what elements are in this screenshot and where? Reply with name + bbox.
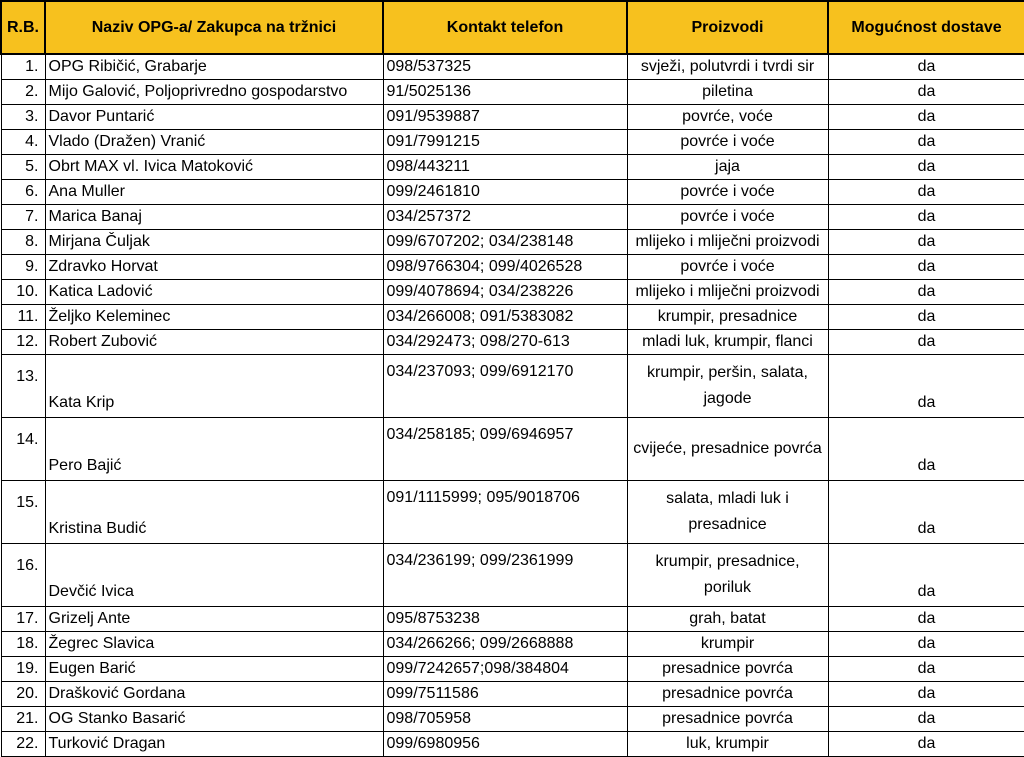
cell-phone: 099/4078694; 034/238226 xyxy=(383,280,627,305)
cell-name: OPG Ribičić, Grabarje xyxy=(45,54,383,80)
cell-name: Davor Puntarić xyxy=(45,105,383,130)
cell-phone: 091/1115999; 095/9018706 xyxy=(383,481,627,544)
table-row xyxy=(1,607,1024,632)
cell-delivery: da xyxy=(828,418,1024,481)
cell-products: svježi, polutvrdi i tvrdi sir xyxy=(627,54,828,80)
table-row xyxy=(1,54,1024,80)
cell-name: Mijo Galović, Poljoprivredno gospodarstvo xyxy=(45,80,383,105)
header-phone: Kontakt telefon xyxy=(383,1,627,54)
cell-name: Drašković Gordana xyxy=(45,682,383,707)
cell-phone: 034/236199; 099/2361999 xyxy=(383,544,627,607)
cell-delivery: da xyxy=(828,355,1024,418)
cell-delivery: da xyxy=(828,707,1024,732)
cell-rb: 7. xyxy=(1,205,45,230)
cell-rb: 10. xyxy=(1,280,45,305)
cell-delivery: da xyxy=(828,481,1024,544)
cell-products: grah, batat xyxy=(627,607,828,632)
table-row xyxy=(1,155,1024,180)
cell-rb: 14. xyxy=(1,418,45,481)
cell-name: Devčić Ivica xyxy=(45,544,383,607)
table-row xyxy=(1,657,1024,682)
table-row xyxy=(1,255,1024,280)
header-rb: R.B. xyxy=(1,1,45,54)
cell-products: krumpir xyxy=(627,632,828,657)
cell-phone: 098/705958 xyxy=(383,707,627,732)
cell-rb: 2. xyxy=(1,80,45,105)
cell-name: Kristina Budić xyxy=(45,481,383,544)
cell-phone: 095/8753238 xyxy=(383,607,627,632)
table-row xyxy=(1,130,1024,155)
table-row xyxy=(1,707,1024,732)
cell-phone: 034/266008; 091/5383082 xyxy=(383,305,627,330)
cell-products: piletina xyxy=(627,80,828,105)
cell-name: Turković Dragan xyxy=(45,732,383,757)
table-row xyxy=(1,180,1024,205)
cell-rb: 22. xyxy=(1,732,45,757)
cell-rb: 13. xyxy=(1,355,45,418)
cell-delivery: da xyxy=(828,657,1024,682)
cell-rb: 6. xyxy=(1,180,45,205)
cell-name: Ana Muller xyxy=(45,180,383,205)
table-row xyxy=(1,418,1024,481)
cell-products: povrće i voće xyxy=(627,205,828,230)
cell-phone: 099/7511586 xyxy=(383,682,627,707)
cell-phone: 91/5025136 xyxy=(383,80,627,105)
cell-products: povrće i voće xyxy=(627,130,828,155)
cell-name: OG Stanko Basarić xyxy=(45,707,383,732)
cell-products: presadnice povrća xyxy=(627,657,828,682)
cell-phone: 091/9539887 xyxy=(383,105,627,130)
cell-rb: 11. xyxy=(1,305,45,330)
cell-rb: 8. xyxy=(1,230,45,255)
cell-name: Eugen Barić xyxy=(45,657,383,682)
table-row xyxy=(1,230,1024,255)
cell-rb: 17. xyxy=(1,607,45,632)
cell-products: krumpir, peršin, salata, jagode xyxy=(627,355,828,418)
cell-rb: 16. xyxy=(1,544,45,607)
cell-phone: 099/6980956 xyxy=(383,732,627,757)
table-row xyxy=(1,305,1024,330)
cell-phone: 099/2461810 xyxy=(383,180,627,205)
table-row xyxy=(1,80,1024,105)
cell-delivery: da xyxy=(828,280,1024,305)
cell-products: krumpir, presadnice xyxy=(627,305,828,330)
header-products: Proizvodi xyxy=(627,1,828,54)
cell-phone: 098/443211 xyxy=(383,155,627,180)
cell-name: Pero Bajić xyxy=(45,418,383,481)
cell-rb: 20. xyxy=(1,682,45,707)
cell-products: luk, krumpir xyxy=(627,732,828,757)
cell-rb: 12. xyxy=(1,330,45,355)
cell-name: Obrt MAX vl. Ivica Matoković xyxy=(45,155,383,180)
cell-products: salata, mladi luk i presadnice xyxy=(627,481,828,544)
cell-rb: 5. xyxy=(1,155,45,180)
header-name: Naziv OPG-a/ Zakupca na tržnici xyxy=(45,1,383,54)
table-row xyxy=(1,205,1024,230)
cell-phone: 091/7991215 xyxy=(383,130,627,155)
cell-products: presadnice povrća xyxy=(627,682,828,707)
cell-delivery: da xyxy=(828,130,1024,155)
cell-phone: 098/537325 xyxy=(383,54,627,80)
cell-products: presadnice povrća xyxy=(627,707,828,732)
cell-products: povrće i voće xyxy=(627,255,828,280)
cell-products: mladi luk, krumpir, flanci xyxy=(627,330,828,355)
cell-delivery: da xyxy=(828,54,1024,80)
table-row xyxy=(1,280,1024,305)
cell-name: Žegrec Slavica xyxy=(45,632,383,657)
cell-phone: 099/7242657;098/384804 xyxy=(383,657,627,682)
header-row xyxy=(1,1,1024,54)
cell-name: Grizelj Ante xyxy=(45,607,383,632)
cell-products: cvijeće, presadnice povrća xyxy=(627,418,828,481)
cell-rb: 18. xyxy=(1,632,45,657)
cell-delivery: da xyxy=(828,155,1024,180)
cell-products: mlijeko i mliječni proizvodi xyxy=(627,280,828,305)
cell-phone: 098/9766304; 099/4026528 xyxy=(383,255,627,280)
cell-phone: 099/6707202; 034/238148 xyxy=(383,230,627,255)
cell-rb: 1. xyxy=(1,54,45,80)
cell-delivery: da xyxy=(828,105,1024,130)
table-row xyxy=(1,330,1024,355)
cell-phone: 034/266266; 099/2668888 xyxy=(383,632,627,657)
cell-products: krumpir, presadnice, poriluk xyxy=(627,544,828,607)
cell-delivery: da xyxy=(828,205,1024,230)
cell-delivery: da xyxy=(828,732,1024,757)
table-row xyxy=(1,355,1024,418)
cell-rb: 9. xyxy=(1,255,45,280)
cell-products: mlijeko i mliječni proizvodi xyxy=(627,230,828,255)
cell-phone: 034/292473; 098/270-613 xyxy=(383,330,627,355)
cell-products: jaja xyxy=(627,155,828,180)
cell-delivery: da xyxy=(828,230,1024,255)
table-row xyxy=(1,682,1024,707)
cell-products: povrće, voće xyxy=(627,105,828,130)
cell-phone: 034/258185; 099/6946957 xyxy=(383,418,627,481)
table-row xyxy=(1,732,1024,757)
table-row xyxy=(1,105,1024,130)
cell-name: Željko Keleminec xyxy=(45,305,383,330)
cell-name: Robert Zubović xyxy=(45,330,383,355)
header-delivery: Mogućnost dostave xyxy=(828,1,1024,54)
cell-rb: 3. xyxy=(1,105,45,130)
cell-name: Vlado (Dražen) Vranić xyxy=(45,130,383,155)
cell-name: Marica Banaj xyxy=(45,205,383,230)
cell-products: povrće i voće xyxy=(627,180,828,205)
cell-rb: 19. xyxy=(1,657,45,682)
cell-delivery: da xyxy=(828,607,1024,632)
cell-delivery: da xyxy=(828,305,1024,330)
table-row xyxy=(1,481,1024,544)
cell-delivery: da xyxy=(828,80,1024,105)
cell-delivery: da xyxy=(828,330,1024,355)
cell-name: Katica Ladović xyxy=(45,280,383,305)
cell-rb: 15. xyxy=(1,481,45,544)
cell-delivery: da xyxy=(828,682,1024,707)
cell-rb: 4. xyxy=(1,130,45,155)
cell-name: Kata Krip xyxy=(45,355,383,418)
table-row xyxy=(1,632,1024,657)
cell-phone: 034/257372 xyxy=(383,205,627,230)
cell-phone: 034/237093; 099/6912170 xyxy=(383,355,627,418)
cell-rb: 21. xyxy=(1,707,45,732)
cell-name: Mirjana Čuljak xyxy=(45,230,383,255)
cell-delivery: da xyxy=(828,180,1024,205)
table-row xyxy=(1,544,1024,607)
cell-delivery: da xyxy=(828,544,1024,607)
cell-name: Zdravko Horvat xyxy=(45,255,383,280)
cell-delivery: da xyxy=(828,255,1024,280)
cell-delivery: da xyxy=(828,632,1024,657)
